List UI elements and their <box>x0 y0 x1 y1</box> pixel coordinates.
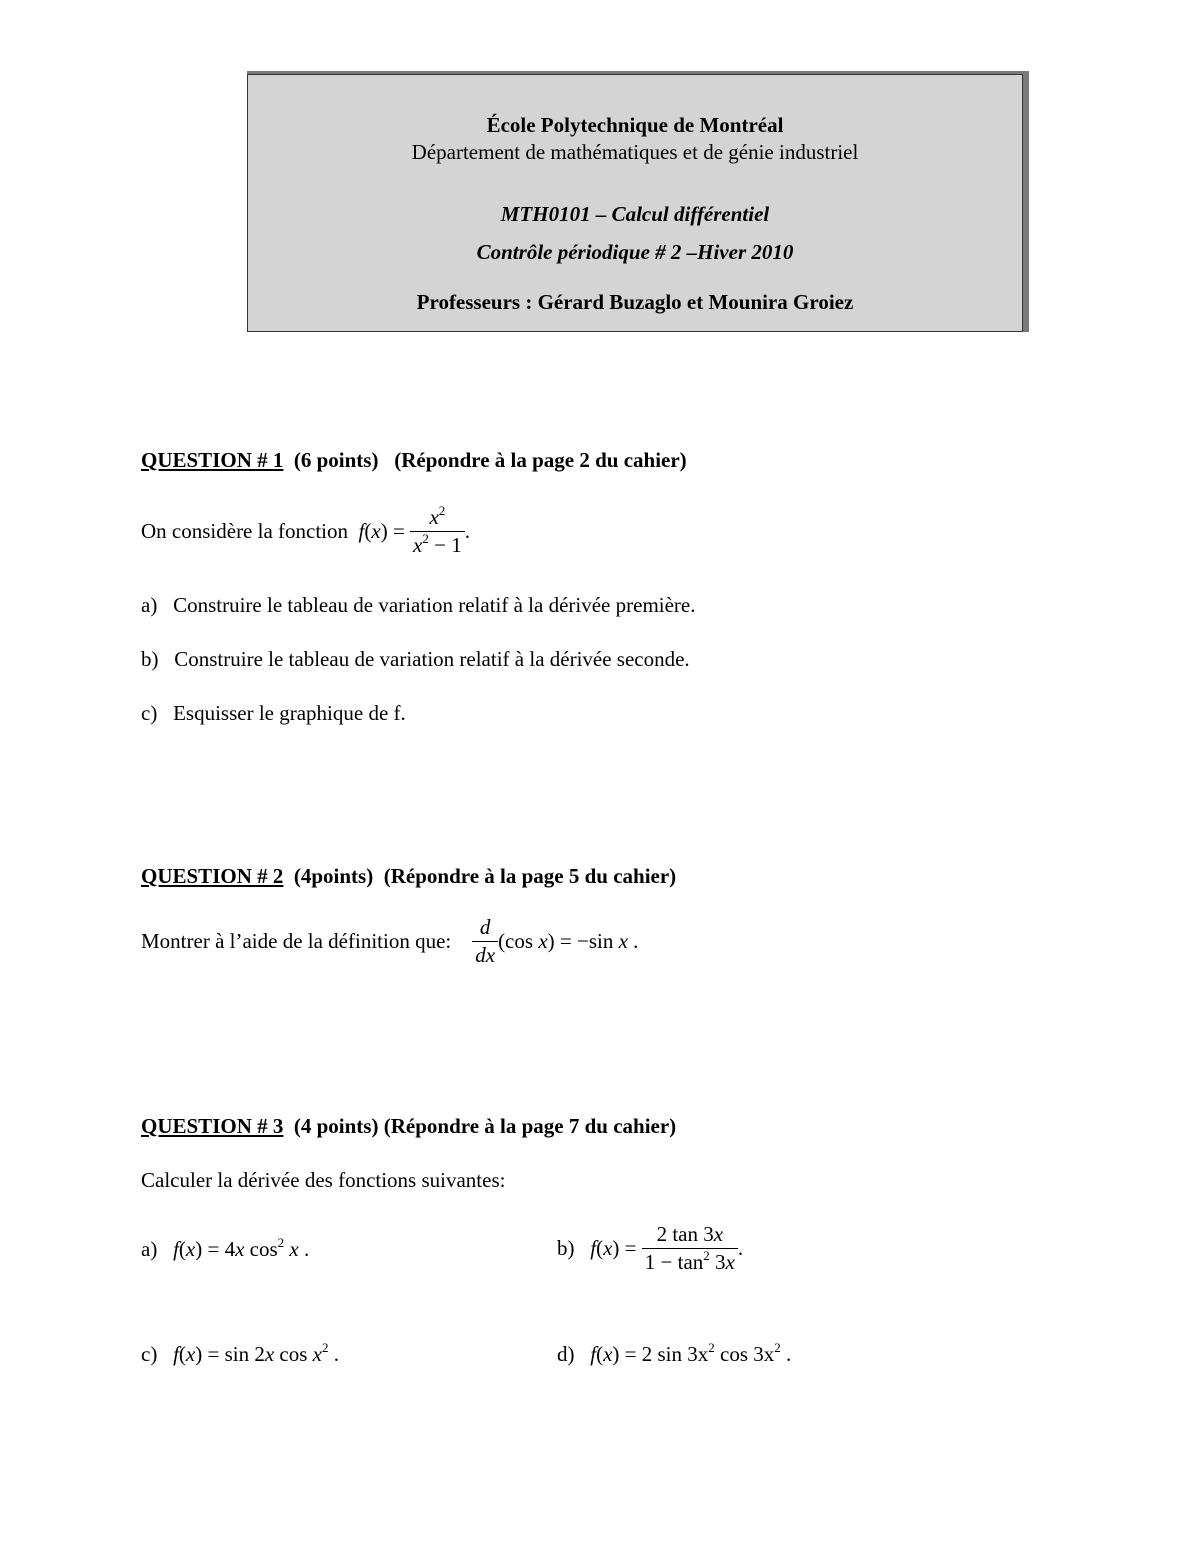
exam-title: Contrôle périodique # 2 –Hiver 2010 <box>476 240 794 264</box>
q3-item-c-label: c) <box>141 1342 158 1366</box>
q1-item-c <box>141 703 406 724</box>
q1-title: QUESTION # 1 <box>141 448 284 472</box>
q1-fraction: $\frac{x^2}{x^2 - 1}$ <box>410 507 465 556</box>
q2-heading <box>141 866 676 887</box>
q3-item-d <box>557 1340 792 1366</box>
q3-item-a-label: a) <box>141 1237 158 1261</box>
q1-item-b-text: Construire le tableau de variation relatif à la dérivée seconde. <box>174 647 690 671</box>
q2-title: QUESTION # 2 <box>141 864 284 888</box>
q1-item-a-text: Construire le tableau de variation relatif à la dérivée première. <box>173 593 696 617</box>
q3-intro: Calculer la dérivée des fonctions suivantes: <box>141 1168 506 1192</box>
professors: Professeurs : Gérard Buzaglo et Mounira Groiez <box>416 290 854 314</box>
q1-item-c-text: Esquisser le graphique de f. <box>173 701 406 725</box>
q2-statement <box>141 917 638 966</box>
q1-points: (6 points) <box>293 448 379 472</box>
q3-formula-a: f(x) = 4x $\cos^2 x$ . <box>173 1235 310 1261</box>
q2-answer-page: (Répondre à la page 5 du cahier) <box>383 864 677 888</box>
q2-formula: (cos x) = −sin x . <box>498 929 639 953</box>
q3-title: QUESTION # 3 <box>141 1114 284 1138</box>
q3-fraction-b: $\frac{2 \tan 3x}{1 - \tan^2 3x}$ <box>642 1224 738 1273</box>
q1-item-a <box>141 595 696 616</box>
school-name: École Polytechnique de Montréal <box>486 113 784 137</box>
q3-formula-d: f(x) = 2 $\sin 3x^2$ $\cos 3x^2$ . <box>590 1340 792 1366</box>
q3-item-d-label: d) <box>557 1342 575 1366</box>
q3-formula-c: f(x) = sin 2x $\cos x^2$ . <box>173 1340 339 1366</box>
q3-item-a <box>141 1235 310 1261</box>
q3-formula-b: f(x) = <box>590 1236 642 1260</box>
q2-intro: Montrer à l’aide de la définition que: <box>141 929 452 953</box>
course-title: MTH0101 – Calcul différentiel <box>500 202 770 226</box>
header-box <box>247 74 1023 332</box>
q2-derivative-operator: $\frac{d}{dx}$ <box>472 917 498 966</box>
q3-answer-page: (Répondre à la page 7 du cahier) <box>383 1114 677 1138</box>
q1-intro: On considère la fonction <box>141 519 349 543</box>
q3-heading <box>141 1116 676 1137</box>
q1-heading <box>141 450 687 471</box>
q3-item-c <box>141 1340 339 1366</box>
q3-item-b: b) f(x) = $\frac{2 \tan 3x}{1 - \tan^2 3x}$ . <box>557 1222 744 1274</box>
q3-item-b-label: b) <box>557 1236 575 1260</box>
q1-answer-page: (Répondre à la page 2 du cahier) <box>394 448 687 472</box>
q3-points: (4 points) <box>293 1114 379 1138</box>
q1-item-b <box>141 649 690 670</box>
q1-item-b-label: b) <box>141 647 159 671</box>
q1-formula: f(x) = <box>358 519 411 543</box>
q2-points: (4points) <box>293 864 374 888</box>
q1-item-c-label: c) <box>141 701 158 725</box>
department-name: Département de mathématiques et de génie industriel <box>411 140 859 164</box>
q1-item-a-label: a) <box>141 593 158 617</box>
q1-statement: On considère la fonction f(x) = $\frac{x^2}{x^2 - 1}$ . <box>141 503 470 557</box>
